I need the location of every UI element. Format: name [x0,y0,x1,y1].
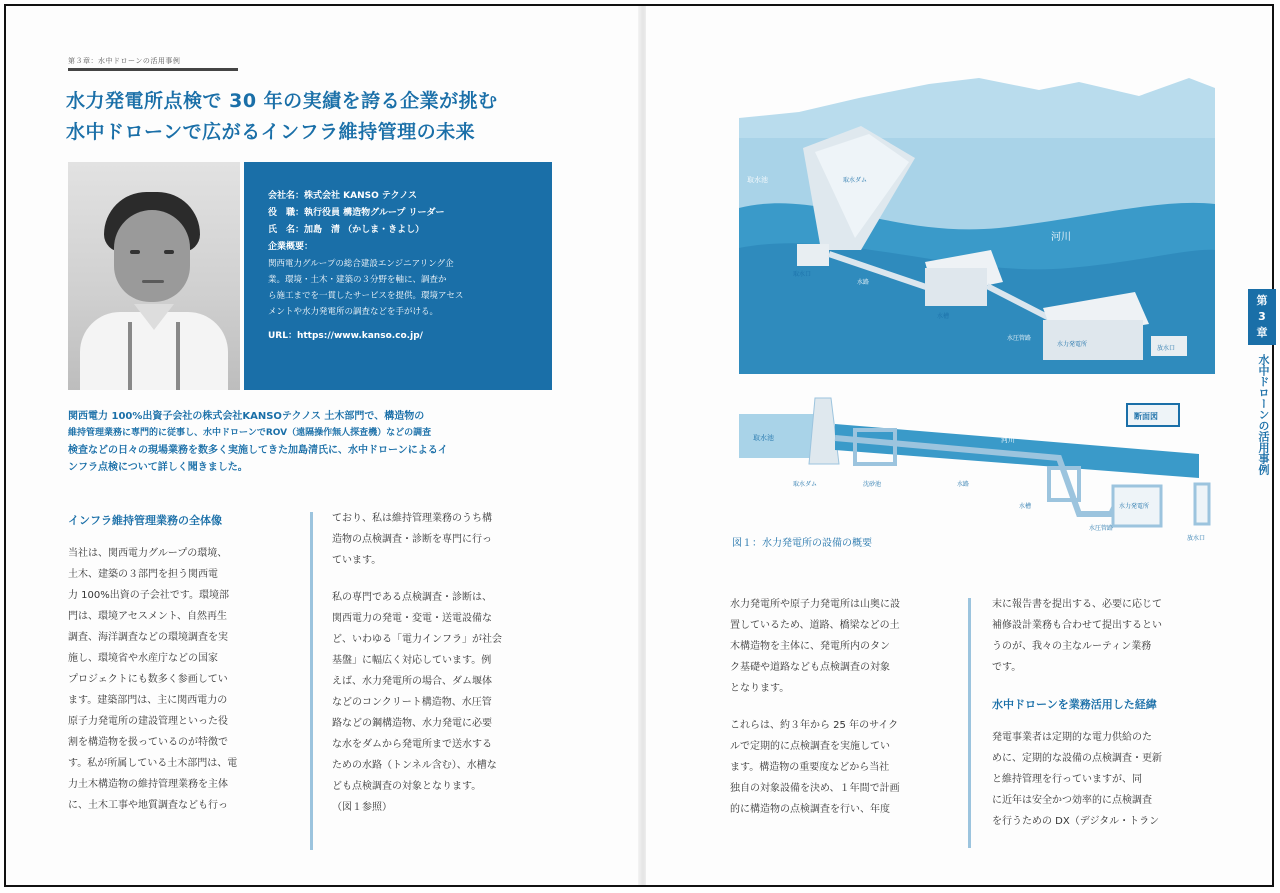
left-column-1 [68,510,294,816]
label-tank-b: 水槽 [1019,503,1032,510]
label-outlet-b: 放水口 [1187,535,1206,542]
text-line: ク基礎や道路なども点検調査の対象 [730,662,890,673]
lead-line: 維持管理業務に専門的に従事し、水中ドローンでROV（遠隔操作無人探査機）などの調査 [68,428,432,438]
label-reservoir-b: 取水池 [753,434,774,442]
label-outlet: 放水口 [1157,345,1176,352]
body-paragraph [332,508,554,571]
chapter-tab-line: 章 [1256,326,1268,339]
portrait-photo [68,162,240,390]
lead-line: 関西電力 100%出資子会社の株式会社KANSOテクノス 土木部門で、構造物の [68,411,425,422]
label-river-b: 河川 [1001,436,1015,444]
chapter-tab[interactable] [1248,289,1276,345]
text-line: 水力発電所や原子力発電所は山奥に設 [730,599,900,610]
text-line: ルで定期的に点検調査を実施してい [730,741,890,752]
text-line: ども点検調査の対象となります。 [332,781,482,792]
text-line: 基盤」に幅広く対応しています。例 [332,655,492,666]
title-line: 水力発電所点検で 30 年の実績を誇る企業が挑む [66,90,498,112]
profile-overview-line: 関西電力グループの総合建設エンジニアリング企 [268,259,454,269]
text-line: 独自の対象設備を決め、１年間で計画 [730,783,900,794]
text-line: ています。 [332,555,382,566]
figure-caption: 図１：水力発電所の設備の概要 [732,538,872,549]
text-line: となります。 [730,683,790,694]
text-line: 置しているため、道路、橋梁などの土 [730,620,900,631]
left-column-2 [332,508,554,834]
label-reservoir: 取水池 [747,176,768,184]
lead-line: ンフラ点検について詳しく聞きました。 [68,462,248,473]
profile-url[interactable]: URL：https://www.kanso.co.jp/ [268,331,423,341]
profile-overview-line: ら施工までを一貫したサービスを提供。環境アセス [268,291,464,301]
text-line: ど、いわゆる「電力インフラ」が社会 [332,634,502,645]
text-line: ており、私は維持管理業務のうち構 [332,513,492,524]
hydro-plant-illustration [739,78,1215,374]
right-column-1 [730,594,956,836]
body-paragraph [730,594,956,699]
chapter-tab-line: 第 [1256,294,1268,307]
label-penstock-b: 水圧管路 [1089,525,1114,532]
text-line: を行うための DX（デジタル・トラン [992,816,1160,827]
text-line: 門は、環境アセスメント、自然再生 [68,611,227,622]
section-tag: 第３章：水中ドローンの活用事例 [68,56,238,71]
profile-name: 氏 名：加島 清 （かしま・きよし） [268,225,425,235]
text-line: めに、定期的な設備の点検調査・更新 [992,753,1162,764]
body-text [992,727,1214,832]
cross-section-diagram [739,394,1215,554]
column-divider [310,512,313,850]
title-line: 水中ドローンで広がるインフラ維持管理の未来 [66,121,476,143]
text-line: 的に構造物の点検調査を行い、年度 [730,804,890,815]
text-line: ます。構造物の重要度などから当社 [730,762,890,773]
section-heading: 水中ドローンを業務活用した経緯 [992,698,1157,711]
text-line: 原子力発電所の建設管理といった役 [68,716,228,727]
magazine-spread [4,4,1274,887]
label-settling-b: 沈砂池 [863,481,882,488]
label-powerhouse: 水力発電所 [1057,341,1088,348]
profile-company: 会社名：株式会社 KANSO テクノス [268,191,417,201]
chapter-title-vertical: 水中ドローンの活用事例 [1257,354,1270,475]
profile-overview-label: 企業概要： [268,242,314,252]
text-line: に、土木工事や地質調査なども行っ [68,800,228,811]
label-tunnel-b: 水路 [957,481,970,488]
section-heading: インフラ維持管理業務の全体像 [68,514,222,527]
column-divider [968,598,971,848]
text-line: す。私が所属している土木部門は、電 [68,758,238,769]
text-line: 木構造物を主体に、発電所内のタン [730,641,890,652]
right-column-2 [992,594,1214,832]
text-line: （図１参照） [332,802,392,813]
text-line: に近年は安全かつ効率的に点検調査 [992,795,1152,806]
profile-overview-line: メントや水力発電所の調査などを手がける。 [268,307,439,317]
text-line: うのが、我々の主なルーティン業務 [992,641,1152,652]
text-line: です。 [992,662,1022,673]
text-line: えば、水力発電所の場合、ダム堰体 [332,676,492,687]
chapter-tab-line: 3 [1258,310,1266,323]
text-line: 末に報告書を提出する、必要に応じて [992,599,1162,610]
text-line: 関西電力の発電・変電・送電設備な [332,613,492,624]
label-section-title: 断面図 [1134,412,1158,421]
label-dam-b: 取水ダム [793,481,818,488]
lead-paragraph [68,408,556,476]
text-line: 補修設計業務も合わせて提出するとい [992,620,1162,631]
body-paragraph [730,715,956,820]
body-paragraph [992,594,1214,678]
text-line: 当社は、関西電力グループの環境、 [68,548,228,559]
text-line: ための水路（トンネル含む）、水槽な [332,760,497,771]
text-line: 土木、建築の３部門を担う関西電 [68,569,218,580]
text-line: 私の専門である点検調査・診断は、 [332,592,492,603]
label-penstock: 水圧管路 [1007,335,1032,342]
text-line: などのコンクリート構造物、水圧管 [332,697,492,708]
label-powerhouse-b: 水力発電所 [1119,503,1150,510]
text-line: これらは、約３年から 25 年のサイク [730,720,899,731]
text-line: 力土木構造物の維持管理業務を主体 [68,779,228,790]
left-page [6,6,640,885]
profile-overview-line: 業。環境・土木・建築の３分野を軸に、調査か [268,275,447,285]
body-text [68,543,294,816]
text-line: 力 100%出資の子会社です。環境部 [68,590,229,601]
label-intake: 取水口 [793,271,812,278]
text-line: 路などの鋼構造物、水力発電に必要 [332,718,492,729]
label-dam: 取水ダム [843,177,868,184]
text-line: プロジェクトにも数多く参画してい [68,674,228,685]
text-line: 造物の点検調査・診断を専門に行っ [332,534,492,545]
text-line: と維持管理を行っていますが、同 [992,774,1142,785]
text-line: な水をダムから発電所まで送水する [332,739,492,750]
profile-info [244,162,552,390]
text-line: 割を構造物を扱っているのが特徴で [68,737,228,748]
text-line: 施し、環境省や水産庁などの国家 [68,653,218,664]
article-title [66,86,556,148]
text-line: 発電事業者は定期的な電力供給のた [992,732,1152,743]
profile-position: 役 職：執行役員 構造物グループ リーダー [268,208,445,218]
lead-line: 検査などの日々の現場業務を数多く実施してきた加島清氏に、水中ドローンによるイ [68,445,448,456]
body-paragraph [332,587,554,818]
profile-box [68,162,552,390]
label-river: 河川 [1051,232,1071,243]
text-line: ます。建築部門は、主に関西電力の [68,695,228,706]
text-line: 調査、海洋調査などの環境調査を実 [68,632,228,643]
label-tank: 水槽 [937,313,950,320]
label-tunnel: 水路 [857,279,870,286]
